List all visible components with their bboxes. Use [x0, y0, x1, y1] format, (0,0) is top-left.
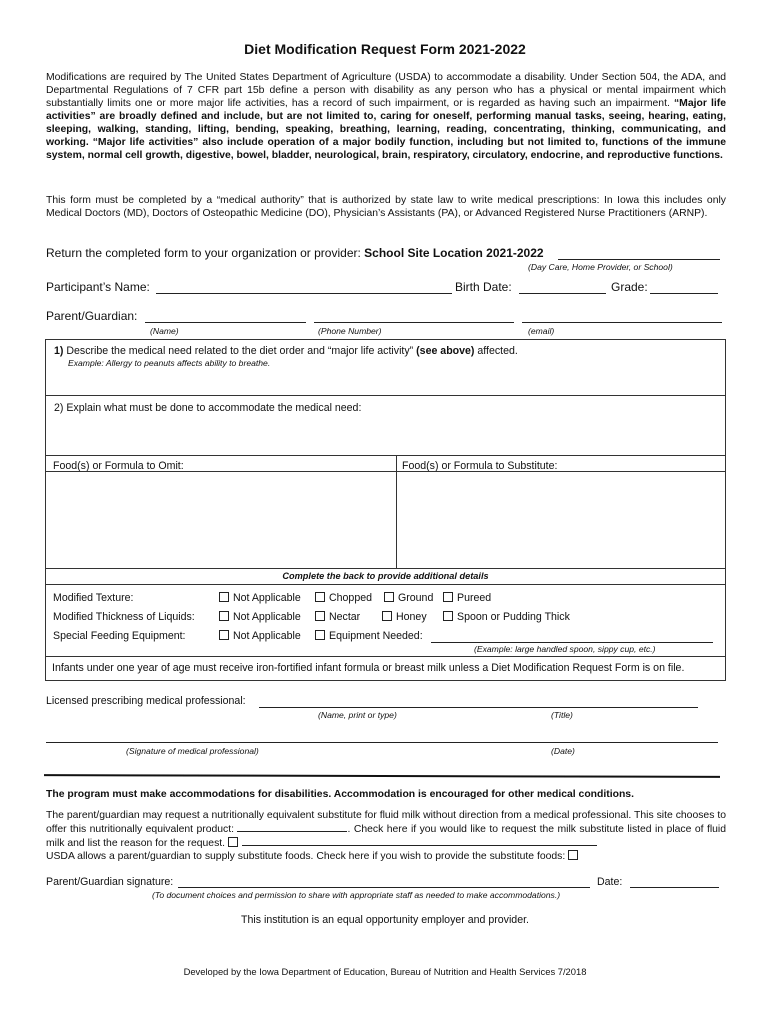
birth-date-label: Birth Date:: [455, 280, 512, 294]
return-line: [46, 246, 544, 260]
guardian-signature-field[interactable]: [178, 887, 590, 888]
divider: [45, 656, 726, 657]
texture-label: Modified Texture:: [53, 592, 134, 604]
infant-note: Infants under one year of age must receive iron-fortified infant formula or breast milk unless a Diet Modification Request Form is on file.: [52, 662, 685, 674]
prescriber-signature-field[interactable]: [46, 742, 718, 743]
question-1-answer-area[interactable]: [46, 370, 725, 395]
substitute-answer-area[interactable]: [397, 472, 725, 568]
question-1-number: 1): [54, 345, 64, 357]
substitute-foods-text: USDA allows a parent/guardian to supply substitute foods. Check here if you wish to provide the substitute foods:: [46, 851, 566, 862]
guardian-label: Parent/Guardian:: [46, 309, 138, 323]
grade-field[interactable]: [650, 293, 718, 294]
intro-major-life-text: “Major life activities” are broadly defined and include, but are not limited to, caring for oneself, performing manual tasks, seeing, hearing, eating, sleeping, walking, standing, lifting, bending, speaking, breathing, learning, reading, concentrating, thinking, communicating, and working. “Major life activities” also include operation of a major bodily function, including but not limited to, functions of the immune system, normal cell growth, digestive, bowel, bladder, neurological, brain, respiratory, circulatory, endocrine, and reproductive functions.: [46, 98, 726, 161]
guardian-phone-field[interactable]: [314, 322, 514, 323]
guardian-name-hint: (Name): [150, 326, 179, 336]
checkbox-icon[interactable]: [315, 630, 325, 640]
intro-text: Modifications are required by The United States Department of Agriculture (USDA) to accommodate a disability. Under Section 504, the ADA, and Departmental Regulations of 7 CFR part 15b define a person with disability as any person who has a physical or mental impairment which substantially limits one or more major life activities, has a record of such impairment, or is regarded as having such an impairment.: [46, 72, 726, 109]
texture-option[interactable]: Pureed: [443, 592, 491, 604]
checkbox-icon[interactable]: [219, 592, 229, 602]
birth-date-field[interactable]: [519, 293, 606, 294]
equipment-example: (Example: large handled spoon, sippy cup, etc.): [474, 644, 656, 654]
program-heading: The program must make accommodations for disabilities. Accommodation is encouraged for other medical conditions.: [46, 789, 634, 800]
prescriber-label: Licensed prescribing medical professional:: [46, 695, 246, 707]
date-hint: (Date): [551, 746, 575, 756]
guardian-email-field[interactable]: [522, 322, 722, 323]
omit-answer-area[interactable]: [46, 472, 395, 568]
question-2-answer-area[interactable]: [46, 416, 725, 454]
participant-name-label: Participant’s Name:: [46, 280, 150, 294]
milk-text-1: The parent/guardian may request a nutritionally equivalent substitute for fluid milk without direction from a medical professional. This site chooses to offer this nutritionally equivalent product:: [46, 810, 726, 835]
equal-opportunity-statement: This institution is an equal opportunity employer and provider.: [241, 914, 529, 926]
divider: [45, 395, 726, 396]
intro-paragraph: [46, 71, 726, 162]
footer: Developed by the Iowa Department of Education, Bureau of Nutrition and Health Services 7/2018: [183, 966, 587, 977]
checkbox-icon[interactable]: [219, 611, 229, 621]
question-1-see-above: (see above): [416, 345, 475, 357]
guardian-name-field[interactable]: [145, 322, 306, 323]
question-1-example: Example: Allergy to peanuts affects ability to breathe.: [68, 358, 271, 368]
substitute-foods-paragraph: [46, 850, 582, 863]
substitute-label: Food(s) or Formula to Substitute:: [402, 460, 558, 472]
thickness-option[interactable]: Spoon or Pudding Thick: [443, 611, 570, 623]
divider: [45, 455, 726, 456]
guardian-date-field[interactable]: [630, 887, 719, 888]
divider: [45, 568, 726, 569]
thickness-option[interactable]: Nectar: [315, 611, 360, 623]
return-hint: (Day Care, Home Provider, or School): [528, 262, 673, 272]
guardian-email-hint: (email): [528, 326, 555, 336]
checkbox-icon[interactable]: [219, 630, 229, 640]
guardian-phone-hint: (Phone Number): [318, 326, 382, 336]
signature-hint: (Signature of medical professional): [126, 746, 259, 756]
checkbox-icon[interactable]: [228, 837, 238, 847]
grade-label: Grade:: [611, 280, 648, 294]
feeding-option[interactable]: Equipment Needed:: [315, 630, 423, 642]
milk-text-2: . Check here if you would like to request the milk substitute listed in place of fluid milk and list the reason for the request.: [46, 824, 727, 849]
equipment-needed-field[interactable]: [431, 642, 713, 643]
return-label: Return the completed form to your organization or provider:: [46, 246, 361, 260]
medical-authority-paragraph: This form must be completed by a “medical authority” that is authorized by state law to write medical prescriptions: In Iowa this includes only Medical Doctors (MD), Doctors of Osteopathic Medicine (DO), Physician’s Assistants (PA), or Advanced Registered Nurse Practitioners (ARNP).: [46, 195, 726, 219]
question-1: [54, 345, 518, 357]
omit-label: Food(s) or Formula to Omit:: [53, 460, 184, 472]
texture-option[interactable]: Not Applicable: [219, 592, 301, 604]
question-1-text: Describe the medical need related to the diet order and “major life activity”: [66, 345, 414, 357]
checkbox-icon[interactable]: [443, 592, 453, 602]
return-field[interactable]: [558, 259, 720, 260]
prescriber-title-hint: (Title): [551, 710, 573, 720]
checkbox-icon[interactable]: [568, 850, 578, 860]
thickness-option[interactable]: Not Applicable: [219, 611, 301, 623]
checkbox-icon[interactable]: [443, 611, 453, 621]
page-title: Diet Modification Request Form 2021-2022: [244, 41, 526, 57]
thickness-option[interactable]: Honey: [382, 611, 427, 623]
thickness-label: Modified Thickness of Liquids:: [53, 611, 195, 623]
question-1-end: affected.: [477, 345, 518, 357]
feeding-option[interactable]: Not Applicable: [219, 630, 301, 642]
guardian-date-label: Date:: [597, 876, 623, 888]
prescriber-name-field[interactable]: [259, 707, 698, 708]
question-2: 2) Explain what must be done to accommodate the medical need:: [54, 402, 362, 414]
guardian-signature-label: Parent/Guardian signature:: [46, 876, 174, 888]
prescriber-name-hint: (Name, print or type): [318, 710, 397, 720]
milk-reason-field[interactable]: [242, 836, 597, 846]
checkbox-icon[interactable]: [315, 611, 325, 621]
divider: [45, 584, 726, 585]
milk-substitute-paragraph: [46, 809, 726, 850]
milk-product-field[interactable]: [237, 822, 347, 832]
back-note: Complete the back to provide additional details: [282, 571, 489, 581]
feeding-label: Special Feeding Equipment:: [53, 630, 186, 642]
checkbox-icon[interactable]: [382, 611, 392, 621]
checkbox-icon[interactable]: [384, 592, 394, 602]
texture-option[interactable]: Chopped: [315, 592, 372, 604]
signature-permission-hint: (To document choices and permission to share with appropriate staff as needed to make accommodations.): [152, 890, 561, 900]
section-divider: [44, 774, 720, 778]
participant-name-field[interactable]: [156, 293, 452, 294]
texture-option[interactable]: Ground: [384, 592, 433, 604]
checkbox-icon[interactable]: [315, 592, 325, 602]
return-location: School Site Location 2021-2022: [364, 246, 544, 260]
